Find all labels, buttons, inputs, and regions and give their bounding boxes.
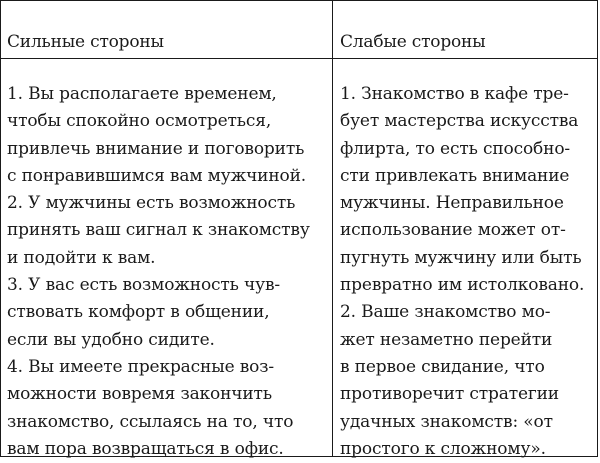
header-row-divider: [1, 58, 597, 59]
header-strengths: Сильные стороны: [7, 32, 164, 52]
weaknesses-line: в первое свидание, что: [340, 356, 545, 377]
weaknesses-line: жет незаметно перейти: [340, 329, 553, 350]
strengths-line: с понравившимся вам мужчиной.: [7, 165, 307, 186]
strengths-line: вам пора возвращаться в офис.: [7, 438, 284, 459]
weaknesses-cell: [340, 81, 596, 463]
strengths-line: чтобы спокойно осмотреться,: [7, 111, 272, 132]
weaknesses-line: мужчины. Неправильное: [340, 193, 564, 214]
strengths-line: 4. Вы имеете прекрасные воз-: [7, 356, 274, 377]
strengths-line: 2. У мужчины есть возможность: [7, 193, 296, 214]
strengths-line: 3. У вас есть возможность чув-: [7, 275, 280, 296]
strengths-line: 1. Вы располагаете временем,: [7, 84, 277, 104]
weaknesses-line: 2. Ваше знакомство мо-: [340, 302, 551, 323]
strengths-line: принять ваш сигнал к знакомству: [7, 220, 310, 241]
weaknesses-line: противоречит стратегии: [340, 384, 559, 405]
strengths-line: привлечь внимание и поговорить: [7, 138, 305, 159]
weaknesses-line: удачных знакомств: «от: [340, 411, 553, 432]
weaknesses-line: сти привлекать внимание: [340, 165, 570, 186]
column-divider: [332, 1, 333, 456]
weaknesses-line: простого к сложному».: [340, 438, 546, 459]
strengths-cell: [7, 81, 329, 463]
strengths-line: можности вовремя закончить: [7, 384, 272, 405]
weaknesses-line: 1. Знакомство в кафе тре-: [340, 84, 569, 104]
weaknesses-line: пугнуть мужчину или быть: [340, 247, 582, 268]
weaknesses-line: использование может от-: [340, 220, 566, 241]
header-weaknesses: Слабые стороны: [340, 32, 486, 52]
weaknesses-line: бует мастерства искусства: [340, 111, 579, 132]
strengths-line: ствовать комфорт в общении,: [7, 302, 270, 323]
weaknesses-line: превратно им истолковано.: [340, 275, 585, 296]
strengths-line: если вы удобно сидите.: [7, 329, 215, 350]
strengths-line: и подойти к вам.: [7, 247, 156, 268]
strengths-line: знакомство, ссылаясь на то, что: [7, 411, 294, 432]
weaknesses-line: флирта, то есть способно-: [340, 138, 570, 159]
